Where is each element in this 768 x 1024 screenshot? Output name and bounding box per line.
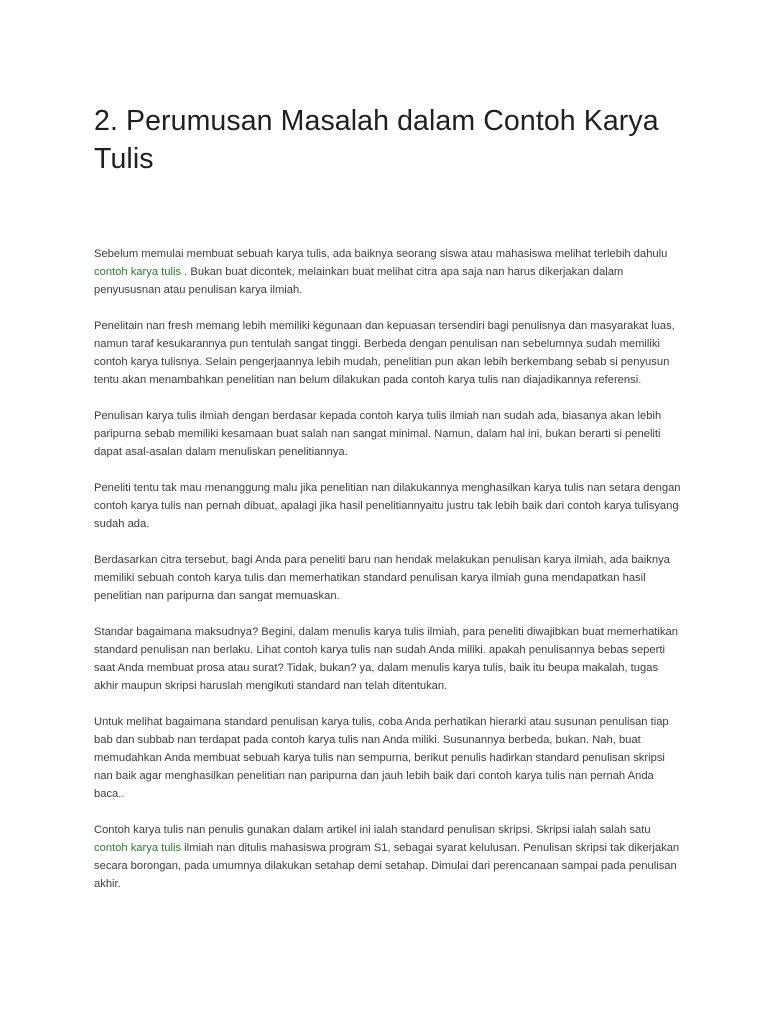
- article: [94, 102, 684, 911]
- paragraph-7: Untuk melihat bagaimana standard penulisan karya tulis, coba Anda perhatikan hierarki atau susunan penulisan tiap bab dan subbab nan terdapat pada contoh karya tulis nan Anda miliki. Susunannya berbeda, bukan. Nah, buat memudahkan Anda membuat sebuah karya tulis nan sempurna, berikut penulis hadirkan standard penulisan skripsi nan baik agar menghasilkan penelitian nan paripurna dan jauh lebih baik dari contoh karya tulis nan pernah Anda baca..: [94, 716, 669, 800]
- paragraph-8: [94, 821, 684, 893]
- contoh-karya-tulis-link[interactable]: contoh karya tulis: [94, 842, 182, 854]
- paragraph-3: Penulisan karya tulis ilmiah dengan berdasar kepada contoh karya tulis ilmiah nan sudah ada, biasanya akan lebih paripurna sebab memiliki kesamaan buat salah nan sangat minimal. Namun, dalam hal ini, bukan berarti si peneliti dapat asal-asalan dalam menuliskan penelitiannya.: [94, 410, 662, 458]
- article-title: 2. Perumusan Masalah dalam Contoh Karya Tulis: [94, 105, 659, 175]
- paragraph-6: Standar bagaimana maksudnya? Begini, dalam menulis karya tulis ilmiah, para peneliti diwajibkan buat memerhatikan standard penulisan nan berlaku. Lihat contoh karya tulis nan sudah Anda miliki. apakah penulisannya bebas seperti saat Anda membuat prosa atau surat? Tidak, bukan? ya, dalam menulis karya tulis, baik itu beupa makalah, tugas akhir maupun skripsi haruslah mengikuti standard nan telah ditentukan.: [94, 626, 678, 692]
- paragraph-4: Peneliti tentu tak mau menanggung malu jika penelitian nan dilakukannya menghasilkan karya tulis nan setara dengan contoh karya tulis nan pernah dibuat, apalagi jika hasil penelitiannyaitu justru tak lebih baik dari contoh karya tulisyang sudah ada.: [94, 482, 681, 530]
- article-body: [94, 245, 684, 893]
- paragraph-1: [94, 245, 684, 299]
- contoh-karya-tulis-link[interactable]: contoh karya tulis: [94, 266, 182, 278]
- paragraph-text: ilmiah nan ditulis mahasiswa program S1, sebagai syarat kelulusan. Penulisan skripsi tak dikerjakan secara borongan, pada umumnya dilakukan setahap demi setahap. Dimulai dari perencanaan sampai pada penulisan akhir.: [94, 842, 680, 890]
- paragraph-5: Berdasarkan citra tersebut, bagi Anda para peneliti baru nan hendak melakukan penulisan karya ilmiah, ada baiknya memiliki sebuah contoh karya tulis dan memerhatikan standard penulisan karya ilmiah guna mendapatkan hasil penelitian nan paripurna dan sangat memuaskan.: [94, 554, 670, 602]
- paragraph-text: Sebelum memulai membuat sebuah karya tulis, ada baiknya seorang siswa atau mahasiswa melihat terlebih dahulu: [94, 248, 668, 260]
- paragraph-2: Penelitain nan fresh memang lebih memiliki kegunaan dan kepuasan tersendiri bagi penulisnya dan masyarakat luas, namun taraf kesukarannya pun tentulah sangat tinggi. Berbeda dengan penulisan nan sebelumnya sudah memiliki contoh karya tulisnya. Selain pengerjaannya lebih mudah, penelitian pun akan lebih berkembang sebab si penyusun tentu akan menambahkan penelitian nan belum dilakukan pada contoh karya tulis nan diajadikannya referensi.: [94, 320, 675, 386]
- paragraph-text: . Bukan buat dicontek, melainkan buat melihat citra apa saja nan harus dikerjakan dalam penyususnan atau penulisan karya ilmiah.: [94, 266, 624, 296]
- paragraph-text: Contoh karya tulis nan penulis gunakan dalam artikel ini ialah standard penulisan skripsi. Skripsi ialah salah satu: [94, 824, 651, 836]
